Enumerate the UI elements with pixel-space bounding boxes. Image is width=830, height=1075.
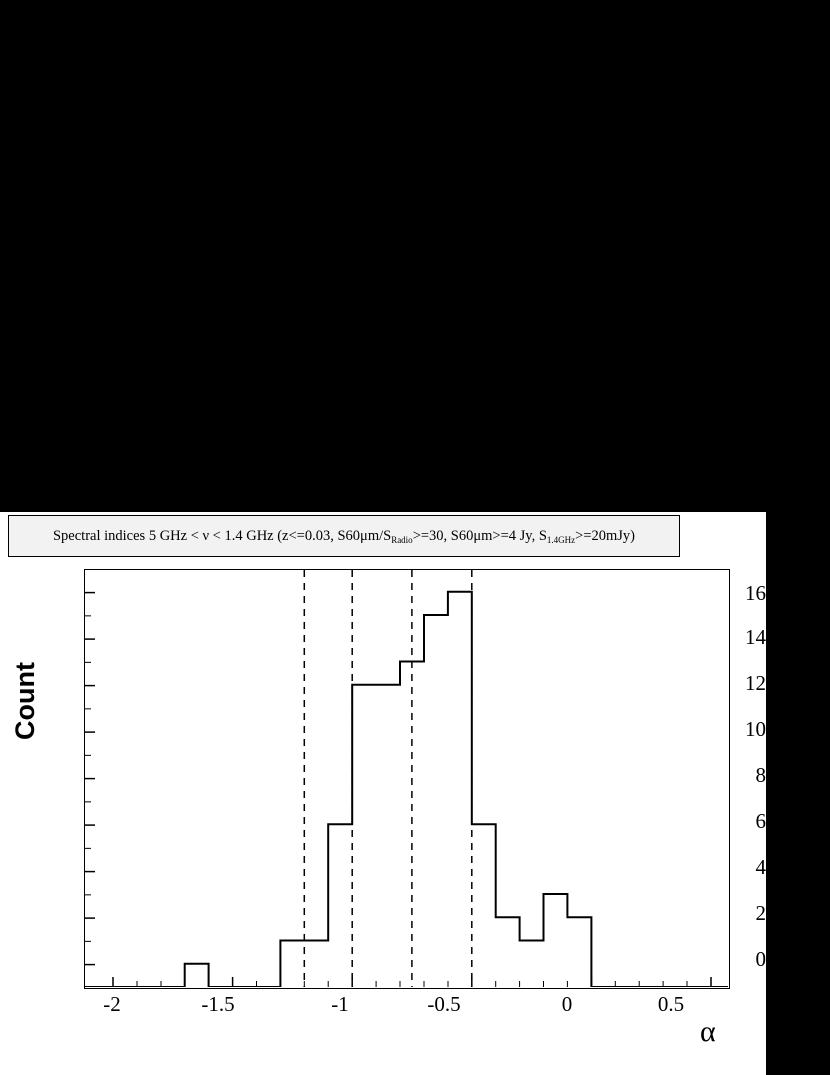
chart-title-sub-freq: 1.4GHz — [546, 534, 576, 545]
chart-title-box — [8, 515, 680, 557]
x-tick-0: 0 — [561, 992, 573, 1016]
x-tick-minus0p5: -0.5 — [427, 992, 461, 1016]
chart-panel — [0, 512, 766, 1075]
histogram-outline — [85, 592, 728, 987]
y-tick-14: 14 — [745, 625, 766, 649]
y-axis-label: Count — [10, 662, 40, 740]
y-tick-8: 8 — [755, 763, 766, 787]
annotation-lines — [304, 570, 472, 987]
chart-title — [53, 528, 635, 545]
chart-title-sub-radio: Radio — [391, 534, 413, 545]
x-tick-0p5: 0.5 — [657, 992, 685, 1016]
y-tick-10: 10 — [745, 717, 766, 741]
x-tick-minus1: -1 — [331, 992, 349, 1016]
y-tick-16: 16 — [745, 581, 766, 605]
y-tick-0: 0 — [755, 947, 766, 971]
y-tick-12: 12 — [745, 671, 766, 695]
y-axis-ticks — [85, 593, 95, 965]
y-tick-6: 6 — [755, 809, 766, 833]
x-tick-minus2: -2 — [103, 992, 121, 1016]
chart-title-part2: >=30, S60μm>=4 Jy, S — [412, 527, 547, 544]
histogram-svg — [85, 570, 728, 987]
x-axis-label: α — [700, 1015, 716, 1048]
plot-area — [84, 569, 730, 989]
y-tick-2: 2 — [755, 901, 766, 925]
chart-title-part3: >=20mJy) — [575, 527, 636, 544]
x-tick-minus1p5: -1.5 — [201, 992, 235, 1016]
chart-title-part1: Spectral indices 5 GHz < ν < 1.4 GHz (z<=0.03, S60μm/S — [52, 527, 392, 544]
y-tick-4: 4 — [755, 855, 766, 879]
